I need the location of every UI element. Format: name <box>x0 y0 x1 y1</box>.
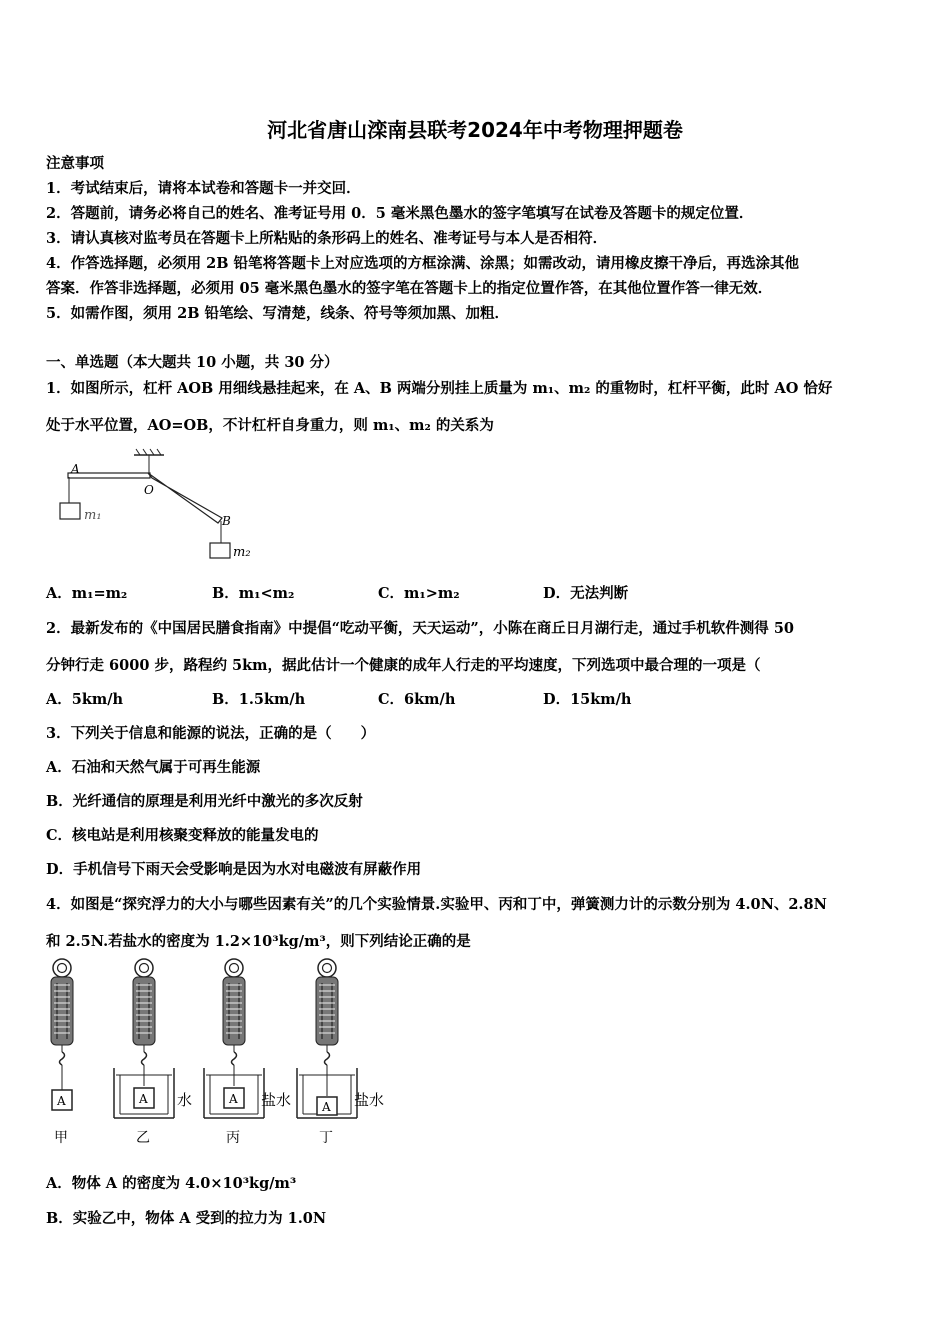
q3-stem: 3．下列关于信息和能源的说法，正确的是（ ） <box>46 725 376 742</box>
label-jia: 甲 <box>54 1130 68 1146</box>
q4-stem-line2: 和 2.5N.若盐水的密度为 1.2×10³kg/m³，则下列结论正确的是 <box>46 933 471 950</box>
notice-item: 4．作答选择题，必须用 2B 铅笔将答题卡上对应选项的方框涂满、涂黑；如需改动，请用橡皮擦干净后，再选涂其他 <box>46 255 800 272</box>
label-yi: 乙 <box>136 1130 150 1146</box>
setup-bing <box>204 959 291 1146</box>
q3-option-c[interactable]: C．核电站是利用核聚变释放的能量发电的 <box>46 827 319 844</box>
mass-m1 <box>60 503 80 519</box>
q4-buoyancy-figure <box>40 958 400 1150</box>
q3-option-d[interactable]: D．手机信号下雨天会受影响是因为水对电磁波有屏蔽作用 <box>46 861 422 878</box>
q2-stem-line1: 2．最新发布的《中国居民膳食指南》中提倡“吃动平衡，天天运动”，小陈在商丘日月湖行走，通过手机软件测得 50 <box>46 620 794 637</box>
label-o: O <box>144 483 154 497</box>
block-label: A <box>229 1092 238 1106</box>
label-ding: 丁 <box>319 1130 333 1146</box>
q4-option-a[interactable]: A．物体 A 的密度为 4.0×10³kg/m³ <box>46 1175 297 1192</box>
lever-arm-ao <box>68 473 150 478</box>
ceiling-hatch <box>136 449 140 455</box>
setup-ding <box>297 959 384 1146</box>
setup-yi <box>114 959 192 1146</box>
notice-heading: 注意事项 <box>46 155 104 172</box>
q1-option-d[interactable]: D．无法判断 <box>543 585 629 602</box>
block-label: A <box>322 1100 331 1114</box>
q4-stem-line1: 4．如图是“探究浮力的大小与哪些因素有关”的几个实验情景.实验甲、丙和丁中，弹簧测力计的示数分别为 4.0N、2.8N <box>46 896 827 913</box>
q1-option-b[interactable]: B．m₁<m₂ <box>212 585 295 602</box>
ceiling-hatch <box>157 449 161 455</box>
block-label: A <box>139 1092 148 1106</box>
label-brine: 盐水 <box>354 1091 385 1109</box>
q2-option-a[interactable]: A．5km/h <box>46 691 124 708</box>
label-water: 水 <box>177 1091 193 1109</box>
ceiling-hatch <box>143 449 147 455</box>
label-b: B <box>222 514 231 528</box>
q2-option-d[interactable]: D．15km/h <box>543 691 632 708</box>
q1-stem-line2: 处于水平位置，AO=OB，不计杠杆自身重力，则 m₁、m₂ 的关系为 <box>46 417 494 434</box>
q3-option-a[interactable]: A．石油和天然气属于可再生能源 <box>46 759 261 776</box>
q1-lever-figure <box>44 446 274 566</box>
ceiling-hatch <box>150 449 154 455</box>
notice-item: 5．如需作图，须用 2B 铅笔绘、写清楚，线条、符号等须加黑、加粗． <box>46 305 510 322</box>
q3-option-b[interactable]: B．光纤通信的原理是利用光纤中激光的多次反射 <box>46 793 363 810</box>
notice-item: 1．考试结束后，请将本试卷和答题卡一并交回． <box>46 180 361 197</box>
q2-stem-line2: 分钟行走 6000 步，路程约 5km，据此估计一个健康的成年人行走的平均速度，下列选项中最合理的一项是（ <box>46 657 761 674</box>
notice-item: 答案．作答非选择题，必须用 05 毫米黑色墨水的签字笔在答题卡上的指定位置作答，在其他位置作答一律无效． <box>46 280 773 297</box>
label-a: A <box>71 462 80 476</box>
q1-option-c[interactable]: C．m₁>m₂ <box>378 585 460 602</box>
page-title: 河北省唐山滦南县联考2024年中考物理押题卷 <box>267 118 683 142</box>
q4-option-b[interactable]: B．实验乙中，物体 A 受到的拉力为 1.0N <box>46 1210 327 1227</box>
mass-m2 <box>210 543 230 558</box>
label-m1: m₁ <box>84 508 102 523</box>
q2-option-b[interactable]: B．1.5km/h <box>212 691 306 708</box>
section-heading: 一、单选题（本大题共 10 小题，共 30 分） <box>46 354 339 371</box>
setup-jia <box>51 959 73 1146</box>
q1-stem-line1: 1．如图所示，杠杆 AOB 用细线悬挂起来，在 A、B 两端分别挂上质量为 m₁、m₂ 的重物时，杠杆平衡，此时 AO 恰好 <box>46 380 833 397</box>
label-m2: m₂ <box>233 545 251 560</box>
q2-option-c[interactable]: C．6km/h <box>378 691 456 708</box>
lever-arm-ob <box>148 473 222 523</box>
block-label: A <box>57 1094 66 1108</box>
notice-item: 2．答题前，请务必将自己的姓名、准考证号用 0．5 毫米黑色墨水的签字笔填写在试卷及答题卡的规定位置． <box>46 205 754 222</box>
label-bing: 丙 <box>226 1130 240 1146</box>
label-brine: 盐水 <box>261 1091 292 1109</box>
notice-item: 3．请认真核对监考员在答题卡上所粘贴的条形码上的姓名、准考证号与本人是否相符． <box>46 230 608 247</box>
q1-option-a[interactable]: A．m₁=m₂ <box>46 585 128 602</box>
